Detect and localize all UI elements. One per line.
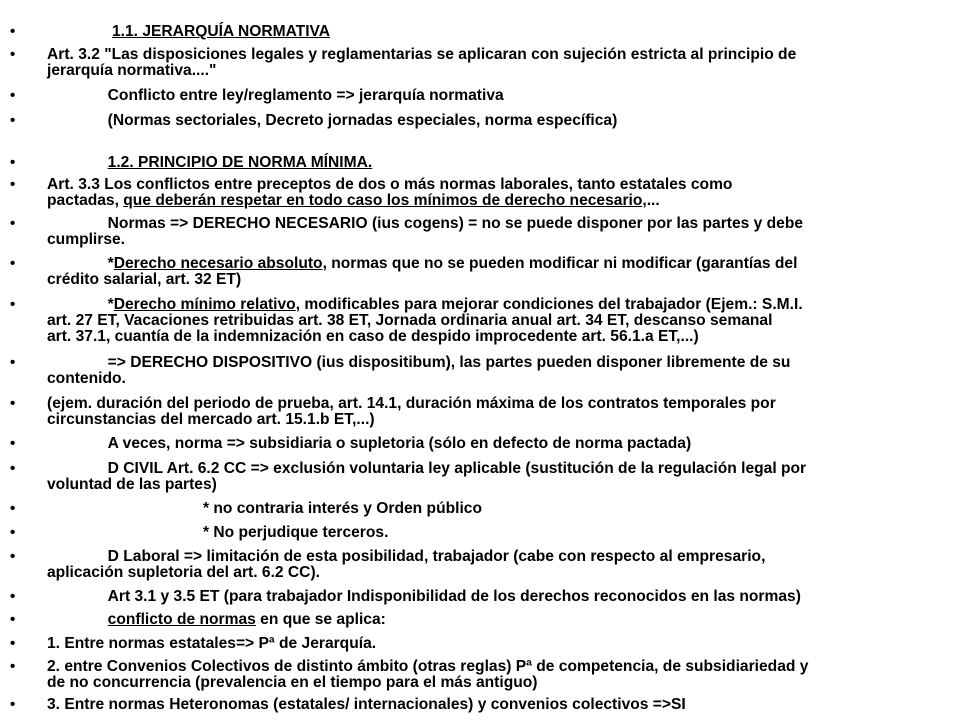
item-text: *Derecho necesario absoluto, normas que no se pueden modificar ni modificar (garantías del crédito salarial, art. 32 ET) [47, 255, 798, 288]
item-text: Art. 3.2 "Las disposiciones legales y reglamentarias se aplicaran con sujeción estricta al principio de jerarquía normativa...." [47, 46, 797, 79]
bullet: • [10, 154, 16, 171]
item-text: conflicto de normas en que se aplica: [107, 611, 386, 628]
item-text: A veces, norma => subsidiaria o supletoria (sólo en defecto de norma pactada) [107, 435, 692, 452]
bullet: • [10, 395, 16, 412]
item-text: (ejem. duración del periodo de prueba, art. 14.1, duración máxima de los contratos temporales por circunstancias del mercado art. 15.1.b ET,...) [47, 395, 776, 428]
section-heading-jerarquia: 1.1. JERARQUÍA NORMATIVA [112, 23, 331, 40]
item-text: (Normas sectoriales, Decreto jornadas especiales, norma específica) [107, 112, 618, 129]
bullet: • [10, 500, 16, 517]
item-text: Normas => DERECHO NECESARIO (ius cogens) = no se puede disponer por las partes y debe cumplirse. [47, 215, 804, 248]
item-text: 2. entre Convenios Colectivos de distinto ámbito (otras reglas) Pª de competencia, de subsidiariedad y de no concurrencia (prevalencia en el tiempo para el más antiguo) [47, 658, 809, 691]
bullet: • [10, 215, 16, 232]
bullet: • [10, 635, 16, 652]
bullet: • [10, 46, 16, 63]
section-heading-norma-minima: 1.2. PRINCIPIO DE NORMA MÍNIMA. [107, 154, 373, 171]
item-text: D Laboral => limitación de esta posibilidad, trabajador (cabe con respecto al empresario, aplicación supletoria del art. 6.2 CC). [47, 548, 766, 581]
item-text: D CIVIL Art. 6.2 CC => exclusión voluntaria ley aplicable (sustitución de la regulación legal por voluntad de las partes) [47, 460, 807, 493]
bullet: • [10, 296, 16, 313]
bullet: • [10, 696, 16, 713]
bullet: • [10, 611, 16, 628]
item-text: Art. 3.3 Los conflictos entre preceptos de dos o más normas laborales, tanto estatales como pactadas, que deberán respetar en todo caso los mínimos de derecho necesario,... [47, 176, 733, 209]
bullet: • [10, 87, 16, 104]
bullet: • [10, 23, 16, 40]
bullet: • [10, 548, 16, 565]
bullet: • [10, 460, 16, 477]
item-text: Art 3.1 y 3.5 ET (para trabajador Indisponibilidad de los derechos reconocidos en las normas) [107, 588, 801, 605]
item-text: Conflicto entre ley/reglamento => jerarquía normativa [107, 87, 504, 104]
bullet: • [10, 435, 16, 452]
item-text: 1. Entre normas estatales=> Pª de Jerarquía. [47, 635, 377, 652]
item-text: * no contraria interés y Orden público [202, 500, 482, 517]
item-text: => DERECHO DISPOSITIVO (ius dispositibum), las partes pueden disponer libremente de su contenido. [47, 354, 791, 387]
bullet: • [10, 524, 16, 541]
item-text: *Derecho mínimo relativo, modificables para mejorar condiciones del trabajador (Ejem.: S.M.I. art. 27 ET, Vacaciones retribuidas art. 38 ET, Jornada ordinaria anual art. 34 ET, descanso semanal art. 37.1, cuantía de la indemnización en caso de despido improcedente art. 56.1.a ET,...) [47, 296, 803, 345]
bullet: • [10, 588, 16, 605]
bullet: • [10, 176, 16, 193]
bullet: • [10, 354, 16, 371]
bullet: • [10, 658, 16, 675]
item-text: 3. Entre normas Heteronomas (estatales/ internacionales) y convenios colectivos =>SI [47, 696, 686, 713]
item-text: * No perjudique terceros. [202, 524, 389, 541]
bullet: • [10, 255, 16, 272]
bullet: • [10, 112, 16, 129]
